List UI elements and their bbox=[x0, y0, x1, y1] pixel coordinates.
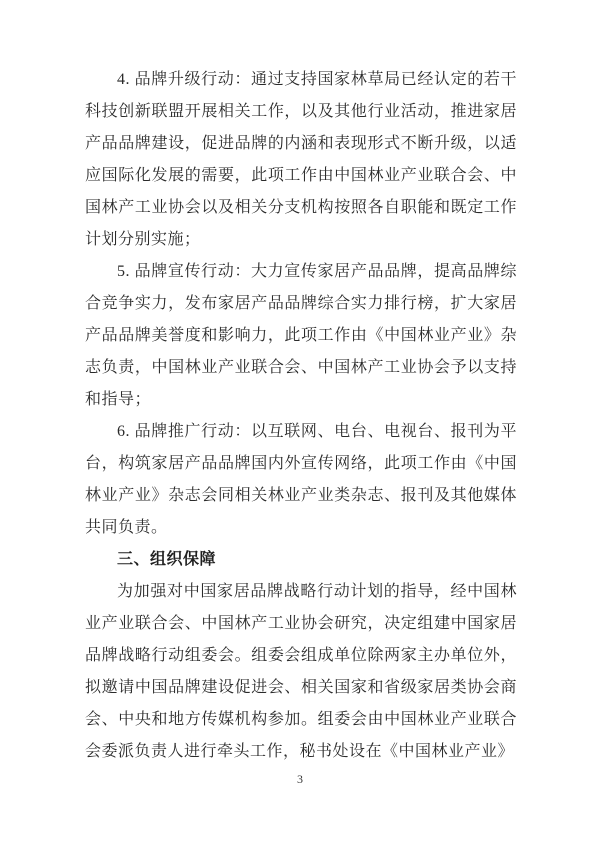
paragraph-brand-upgrade-action: 4. 品牌升级行动：通过支持国家林草局已经认定的若干科技创新联盟开展相关工作，以及其他行业活动，推进家居产品品牌建设，促进品牌的内涵和表现形式不断升级，以适应国际化发展的需要，此项工作由中国林业产业联合会、中国林产工业协会以及相关分支机构按照各自职能和既定工作计划分别实施； bbox=[85, 71, 517, 248]
paragraph-brand-publicity-action: 5. 品牌宣传行动：大力宣传家居产品品牌，提高品牌综合竞争实力，发布家居产品品牌综合实力排行榜，扩大家居产品品牌美誉度和影响力，此项工作由《中国林业产业》杂志负责，中国林业产业联合会、中国林产工业协会予以支持和指导； bbox=[85, 263, 517, 408]
section-heading-organizational-guarantee: 三、组织保障 bbox=[117, 551, 217, 568]
document-body bbox=[85, 64, 517, 768]
paragraph-brand-promotion-action: 6. 品牌推广行动：以互联网、电台、电视台、报刊为平台，构筑家居产品品牌国内外宣传网络，此项工作由《中国林业产业》杂志会同相关林业产业类杂志、报刊及其他媒体共同负责。 bbox=[85, 423, 517, 536]
page-number: 3 bbox=[297, 772, 303, 786]
paragraph-organizing-committee: 为加强对中国家居品牌战略行动计划的指导，经中国林业产业联合会、中国林产工业协会研究，决定组建中国家居品牌战略行动组委会。组委会组成单位除两家主办单位外，拟邀请中国品牌建设促进会、相关国家和省级家居类协会商会、中央和地方传媒机构参加。组委会由中国林业产业联合会委派负责人进行牵头工作，秘书处设在《中国林业产业》 bbox=[85, 583, 517, 760]
